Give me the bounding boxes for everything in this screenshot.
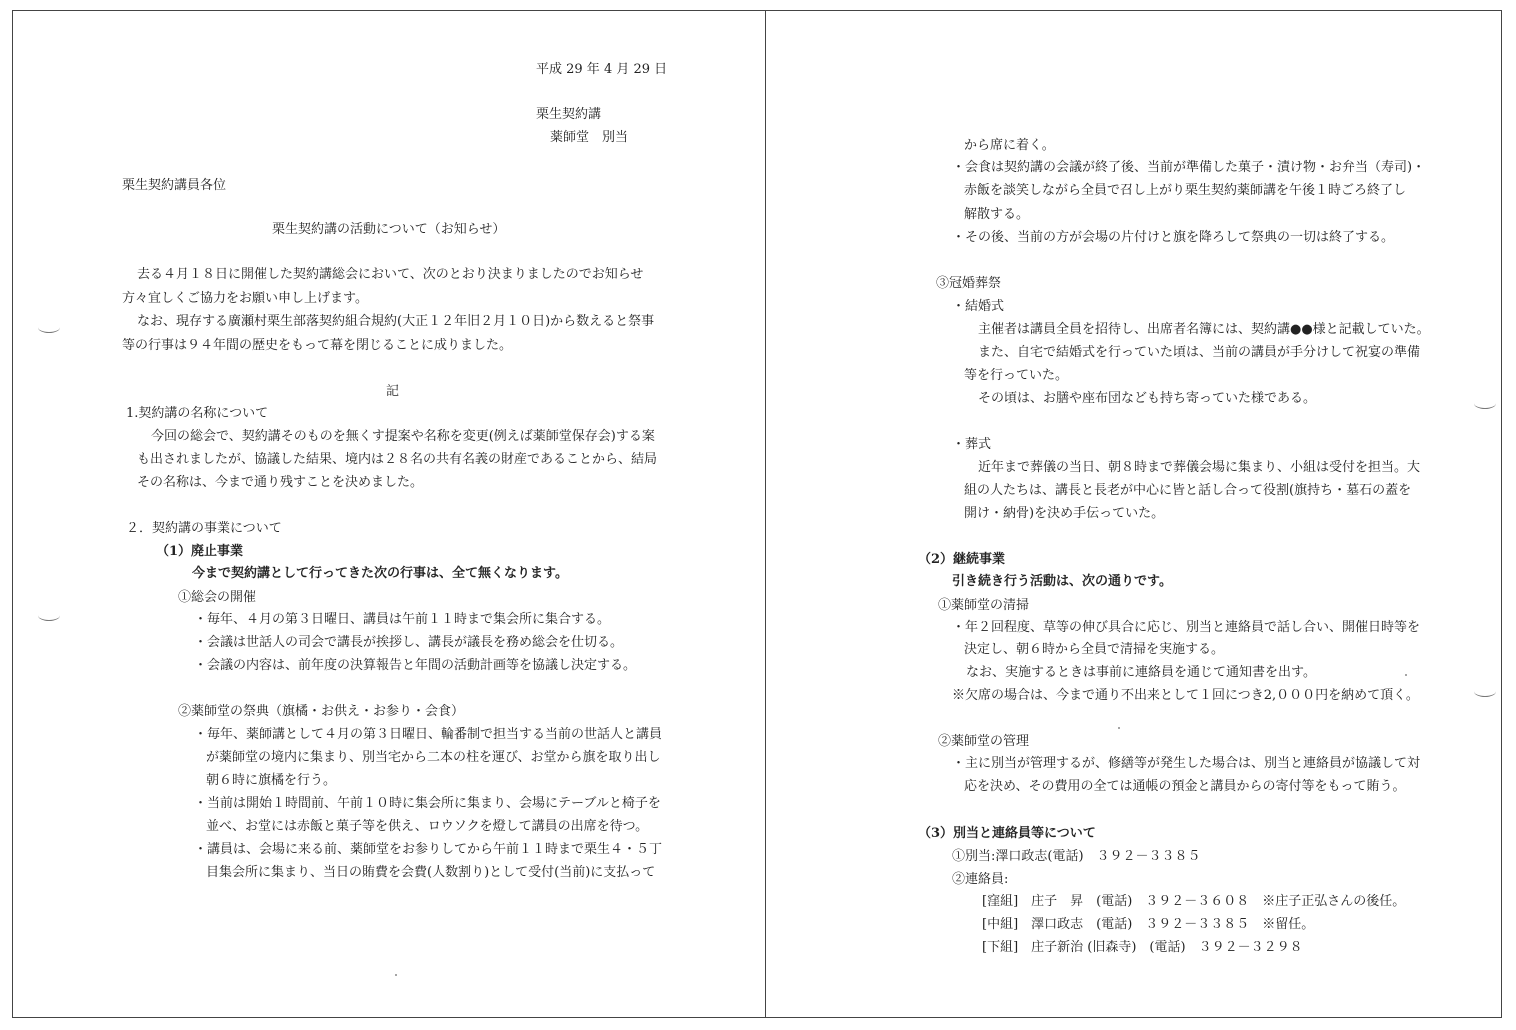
continued-line: ・その後、当前の方が会場の片付けと旗を降ろして祭典の一切は終了する。 xyxy=(952,230,1395,245)
item-line: 朝６時に旗橘を行う。 xyxy=(206,773,337,788)
item-line: ・会議は世話人の司会で講長が挨拶し、講長が議長を務め総会を仕切る。 xyxy=(194,635,624,650)
contacts-heading: ②連絡員: xyxy=(952,872,1009,887)
section-line: も出されましたが、協議した結果、境内は２８名の共有名義の財産であることから、結局 xyxy=(137,452,658,467)
intro-line: 去る４月１８日に開催した契約講総会において、次のとおり決まりましたのでお知らせ xyxy=(137,267,644,282)
ki-heading: 記 xyxy=(386,384,400,399)
continued-line: 赤飯を談笑しながら全員で召し上がり栗生契約薬師講を午後１時ごろ終了し xyxy=(964,183,1407,198)
item-line: ・年２回程度、草等の伸び具合に応じ、別当と連絡員で話し合い、開催日時等を xyxy=(952,620,1421,635)
item-line: ・講員は、会場に来る前、薬師堂をお参りしてから午前１１時まで栗生４・５丁 xyxy=(194,842,663,857)
item-line: 組の人たちは、講長と長老が中心に皆と話し合って役割(旗持ち・墓石の蓋を xyxy=(964,483,1412,498)
contact-row: [中組] 澤口政志 (電話) ３９２－３３８５ ※留任。 xyxy=(982,917,1315,932)
continued-line: 解散する。 xyxy=(964,207,1030,222)
section-heading: ２．契約講の事業について xyxy=(126,521,282,536)
continued-line: ・会食は契約講の会議が終了後、当前が準備した菓子・漬け物・お弁当（寿司)・ xyxy=(952,160,1426,175)
item-line: 並べ、お堂には赤飯と菓子等を供え、ロウソクを燈して講員の出席を待つ。 xyxy=(206,819,649,834)
item-line: なお、実施するときは事前に連絡員を通じて通知書を出す。 xyxy=(966,665,1316,680)
item-line: 決定し、朝６時から全員で清掃を実施する。 xyxy=(964,642,1225,657)
item-line: ・毎年、４月の第３日曜日、講員は午前１１時まで集会所に集合する。 xyxy=(194,612,611,627)
item-heading: ③冠婚葬祭 xyxy=(936,276,1002,291)
section-heading: 1.契約講の名称について xyxy=(126,406,269,421)
page-divider xyxy=(765,10,766,1018)
binder-hole-mark xyxy=(1474,686,1496,697)
binder-hole-mark xyxy=(1474,398,1496,409)
binder-hole-mark xyxy=(38,322,60,333)
item-line: 主催者は講員全員を招待し、出席者名簿には、契約講●●様と記載していた。 xyxy=(978,322,1430,337)
sender-organization: 栗生契約講 xyxy=(536,107,602,122)
item-line: 近年まで葬儀の当日、朝８時まで葬儀会場に集まり、小組は受付を担当。大 xyxy=(978,460,1421,475)
item-heading: ①薬師堂の清掃 xyxy=(938,598,1030,613)
contact-row: [下組] 庄子新治 (旧森寺) (電話) ３９２－３２９８ xyxy=(982,940,1303,955)
subsection-lead: 引き続き行う活動は、次の通りです。 xyxy=(952,574,1172,589)
subsection-heading: （3）別当と連絡員等について xyxy=(918,826,1096,841)
document-title: 栗生契約講の活動について（お知らせ） xyxy=(272,222,506,237)
item-line: ・主に別当が管理するが、修繕等が発生した場合は、別当と連絡員が協議して対 xyxy=(952,756,1421,771)
intro-line: 等の行事は９４年間の歴史をもって幕を閉じることに成りました。 xyxy=(122,338,513,353)
subsection-heading: （1）廃止事業 xyxy=(156,544,244,559)
subsection-heading: （2）継続事業 xyxy=(918,552,1006,567)
binder-hole-mark xyxy=(38,610,60,621)
item-line: その頃は、お膳や座布団なども持ち寄っていた様である。 xyxy=(978,391,1317,406)
sender-role: 薬師堂 別当 xyxy=(550,130,629,145)
item-line: 応を決め、その費用の全ては通帳の預金と講員からの寄付等をもって賄う。 xyxy=(964,779,1406,794)
sub-item-heading: ・葬式 xyxy=(952,437,992,452)
item-line: 目集会所に集まり、当日の賄費を会費(人数割り)として受付(当前)に支払って xyxy=(206,865,656,880)
document-date: 平成 29 年 4 月 29 日 xyxy=(536,62,668,77)
subsection-lead: 今まで契約講として行ってきた次の行事は、全て無くなります。 xyxy=(192,566,568,581)
addressee: 栗生契約講員各位 xyxy=(122,178,227,193)
item-line: ※欠席の場合は、今まで通り不出来として１回につき2,０００円を納めて頂く。 xyxy=(952,688,1419,703)
item-line: ・毎年、薬師講として４月の第３日曜日、輪番制で担当する当前の世話人と講員 xyxy=(194,727,663,742)
item-heading: ②薬師堂の祭典（旗橘・お供え・お参り・会食） xyxy=(178,704,465,719)
item-line: が薬師堂の境内に集まり、別当宅から二本の柱を運び、お堂から旗を取り出し xyxy=(206,750,661,765)
scan-speck xyxy=(1405,674,1407,676)
betto-contact: ①別当:澤口政志(電話) ３９２－３３８５ xyxy=(952,849,1201,864)
item-line: また、自宅で結婚式を行っていた頃は、当前の講員が手分けして祝宴の準備 xyxy=(978,345,1421,360)
item-heading: ②薬師堂の管理 xyxy=(938,734,1030,749)
item-line: 等を行っていた。 xyxy=(964,368,1069,383)
section-line: その名称は、今まで通り残すことを決めました。 xyxy=(137,475,424,490)
contact-row: [窪組] 庄子 昇 (電話) ３９２－３６０８ ※庄子正弘さんの後任。 xyxy=(982,894,1406,909)
intro-line: なお、現存する廣瀬村栗生部落契約組合規約(大正１２年旧２月１０日)から数えると祭事 xyxy=(137,314,655,329)
continued-line: から席に着く。 xyxy=(964,138,1055,153)
scan-speck xyxy=(395,974,397,976)
scan-speck xyxy=(1118,727,1120,729)
item-line: ・当前は開始１時間前、午前１０時に集会所に集まり、会場にテーブルと椅子を xyxy=(194,796,661,811)
intro-line: 方々宜しくご協力をお願い申し上げます。 xyxy=(122,291,368,306)
section-line: 今回の総会で、契約講そのものを無くす提案や名称を変更(例えば薬師堂保存会)する案 xyxy=(151,429,655,444)
item-heading: ①総会の開催 xyxy=(178,590,257,605)
item-line: 開け・納骨)を決め手伝っていた。 xyxy=(964,506,1165,521)
item-line: ・会議の内容は、前年度の決算報告と年間の活動計画等を協議し決定する。 xyxy=(194,658,637,673)
sub-item-heading: ・結婚式 xyxy=(952,299,1005,314)
